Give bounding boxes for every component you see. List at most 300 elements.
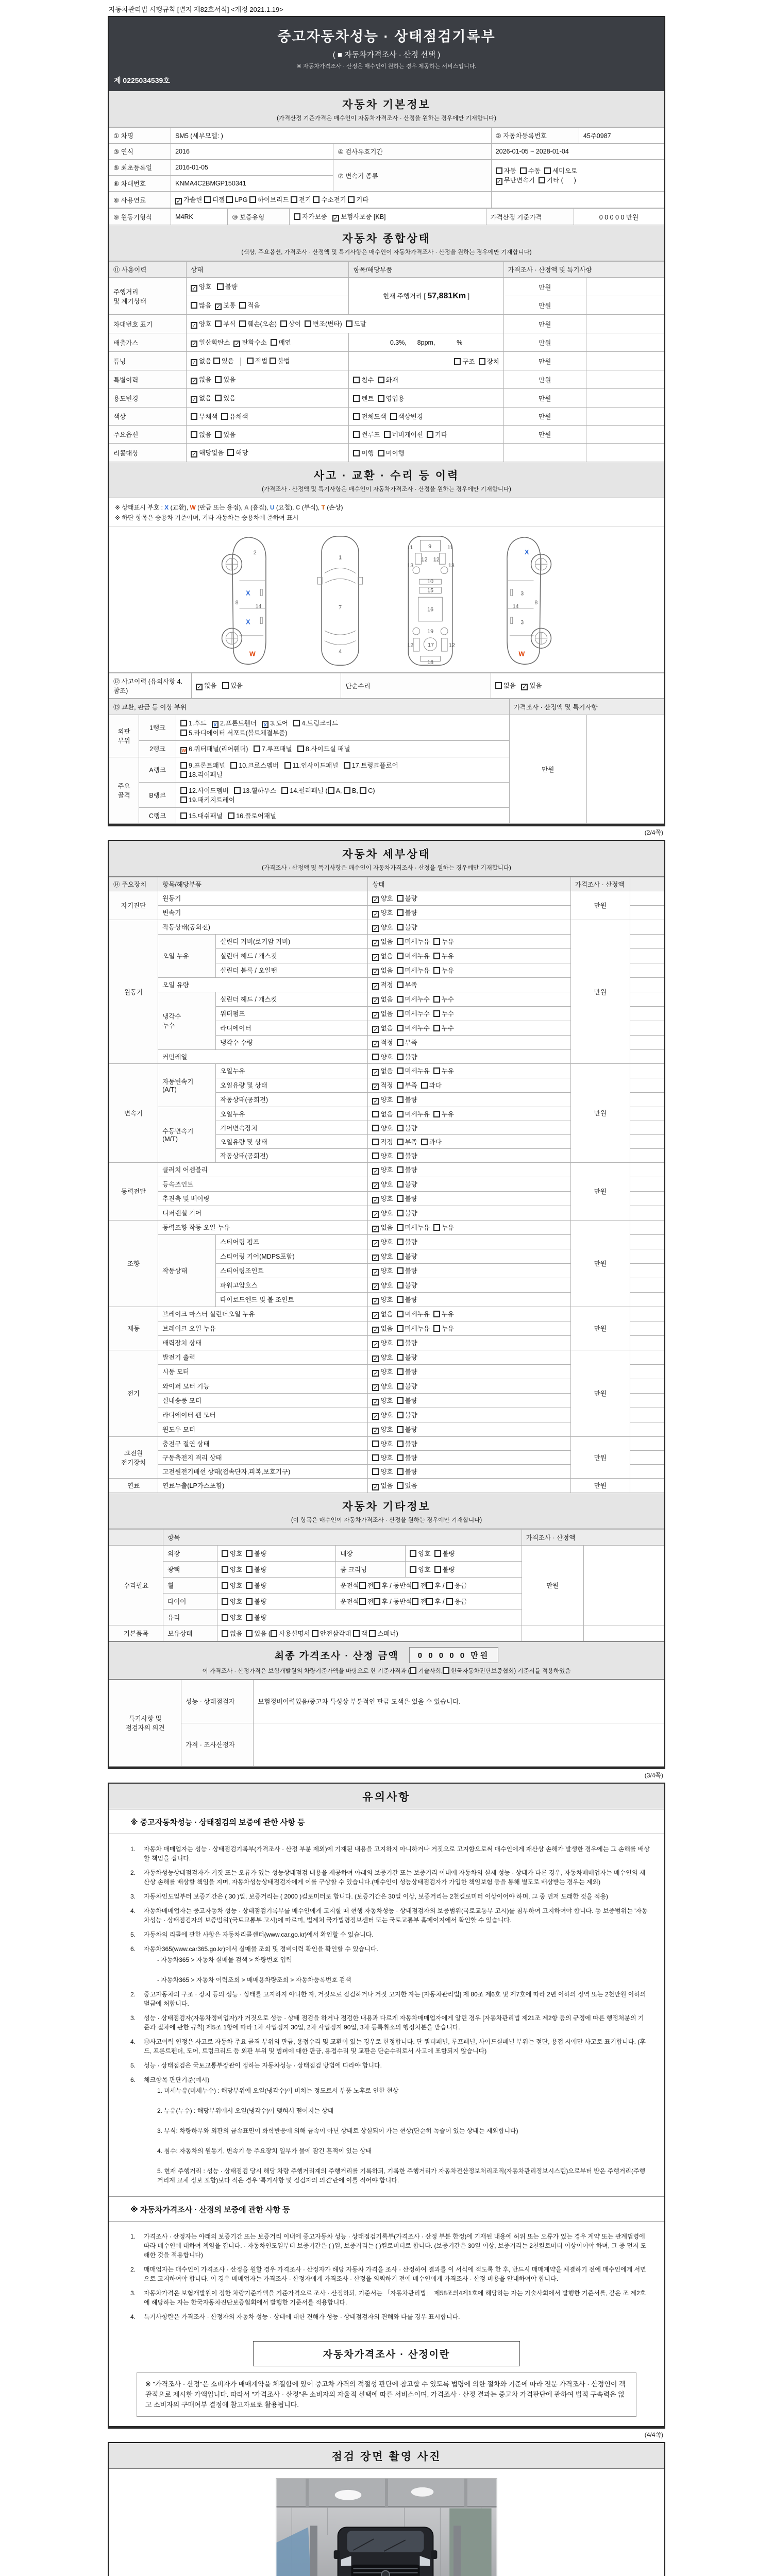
table-cell	[630, 1393, 664, 1408]
table-cell: 주요옵션	[109, 426, 187, 444]
checkbox[interactable]	[397, 1253, 404, 1260]
checkbox[interactable]: ✓	[234, 341, 240, 347]
checkbox[interactable]	[230, 762, 237, 769]
checkbox[interactable]	[372, 1153, 379, 1159]
checkbox[interactable]	[254, 745, 260, 752]
checkbox[interactable]	[353, 395, 360, 402]
table-cell: 스티어링 기어(MDPS포함)	[216, 1249, 368, 1263]
checkbox[interactable]	[397, 1239, 404, 1245]
table-row	[109, 699, 664, 715]
checkbox[interactable]	[222, 1598, 228, 1605]
table-cell	[630, 1177, 664, 1191]
checkbox[interactable]	[372, 1054, 379, 1060]
table-cell: 시동 모터	[158, 1364, 368, 1379]
checkbox[interactable]	[433, 1224, 440, 1231]
title-band	[109, 17, 664, 91]
notice-text: 중고자동차의 구조 · 장치 등의 성능 · 상태를 고지하지 아니한 자, 거짓으로 점검하거나 거짓 고지한 자는 [자동차관리법] 제 80조 제6호 및 제7호에 따라 2년 이하의 징역 또는 2천만원 이하의 벌금에 처합니다.	[144, 1990, 646, 2007]
checkbox[interactable]	[397, 1096, 404, 1103]
checkbox[interactable]	[346, 320, 352, 327]
checkbox[interactable]	[353, 450, 360, 456]
table-cell: 2016	[171, 144, 333, 160]
checkbox[interactable]	[180, 787, 187, 794]
checkbox[interactable]	[234, 787, 241, 794]
checkbox[interactable]	[215, 431, 222, 438]
checkbox[interactable]	[359, 1598, 366, 1605]
table-cell: ④ 검사유효기간	[333, 144, 491, 160]
checkbox[interactable]: x	[212, 721, 219, 728]
checkbox[interactable]	[397, 1166, 404, 1173]
notice-subitem: - 자동차365 > 자동차 실매물 검색 > 차량번호 입력	[157, 1956, 292, 1963]
legend-symbol: U	[270, 504, 275, 511]
inspector-opinion-table	[109, 1680, 664, 1767]
checkbox[interactable]	[479, 358, 485, 365]
table-cell: 양호 불량	[406, 1561, 522, 1577]
checkbox[interactable]	[217, 283, 224, 290]
checkbox[interactable]	[397, 967, 404, 974]
table-cell: 변속기	[109, 1063, 158, 1162]
checkbox[interactable]	[372, 1468, 379, 1475]
checkbox[interactable]	[215, 320, 222, 327]
checkbox[interactable]	[246, 1598, 253, 1605]
checkbox[interactable]	[397, 1482, 404, 1489]
checkbox[interactable]	[369, 1630, 376, 1637]
table-row	[109, 262, 664, 278]
checkbox[interactable]	[221, 413, 228, 420]
checkbox[interactable]	[397, 1010, 404, 1017]
checkbox[interactable]: ✓	[373, 983, 378, 990]
checkbox[interactable]: ✓	[373, 1355, 378, 1362]
checkbox[interactable]: ✓	[373, 1428, 378, 1434]
checkbox[interactable]	[410, 1550, 416, 1557]
checkbox[interactable]	[312, 1630, 318, 1637]
checkbox[interactable]	[374, 1582, 380, 1589]
checkbox[interactable]	[410, 1667, 416, 1674]
notice-text: 성능 · 상태점검자(자동차정비업자)가 거짓으로 성능 · 상태 점검을 하거나 점검한 내용과 다르게 자동차매매업자에게 알린 경우 [자동차관리법 제21조 제2항 등의 규정에 따른 행정처분의 기준과 절차에 관한 규칙] 제5조 1항에 따라 1차 사업정지 30일, 2차 사업정지 90일, 3차 등록취소의 행정처분을 받습니다.	[144, 2014, 644, 2031]
checkbox[interactable]: ✓	[373, 1026, 378, 1033]
notice-item	[130, 1906, 650, 1925]
checkbox[interactable]	[433, 1325, 440, 1332]
checkbox[interactable]	[397, 1412, 404, 1418]
checkbox[interactable]: ✓	[373, 1384, 378, 1391]
checkbox[interactable]: ✓	[373, 1069, 378, 1076]
checkbox[interactable]	[372, 1125, 379, 1131]
checkbox[interactable]	[372, 1139, 379, 1145]
checkbox[interactable]: ✓	[373, 925, 378, 932]
checkbox[interactable]	[353, 1630, 360, 1637]
table-cell: 만원	[570, 1478, 630, 1493]
checkbox[interactable]	[433, 953, 440, 959]
checkbox[interactable]	[433, 1010, 440, 1017]
table-cell	[254, 1723, 664, 1766]
checkbox[interactable]	[222, 682, 229, 689]
checkbox[interactable]	[397, 1039, 404, 1046]
checkbox[interactable]: ✓	[373, 1098, 378, 1105]
checkbox[interactable]	[397, 1340, 404, 1346]
table-cell	[630, 977, 664, 992]
checkbox[interactable]	[180, 762, 187, 769]
checkbox[interactable]: ✓	[373, 1041, 378, 1047]
checkbox[interactable]	[433, 996, 440, 1003]
table-row	[109, 160, 664, 176]
diagram-number: 14	[512, 603, 519, 610]
checkbox[interactable]: ✓	[373, 1255, 378, 1261]
checkbox[interactable]	[446, 1598, 453, 1605]
checkbox[interactable]	[397, 1296, 404, 1303]
checkbox[interactable]	[397, 981, 404, 988]
checkbox[interactable]	[249, 196, 256, 203]
table-cell: 45주0987	[579, 128, 664, 144]
checkbox[interactable]	[397, 1082, 404, 1089]
table-cell: ✓ 양호 불량	[368, 1162, 570, 1177]
checkbox[interactable]	[412, 1582, 418, 1589]
notice-item	[130, 1844, 650, 1863]
checkbox[interactable]	[180, 730, 187, 736]
notice-number: 5.	[130, 1930, 136, 1938]
checkbox[interactable]: ✓	[373, 911, 378, 918]
checkbox[interactable]: ✓	[373, 1083, 378, 1090]
notice-number: 4.	[130, 2313, 136, 2320]
table-cell: ✓ 없음 있음 적법 불법	[187, 352, 349, 370]
checkbox[interactable]	[433, 938, 440, 945]
checkbox[interactable]: ✓	[373, 1182, 378, 1189]
section-etc-header	[109, 1493, 664, 1529]
checkbox[interactable]	[246, 1566, 253, 1573]
checkbox[interactable]: ✓	[373, 1413, 378, 1420]
checkbox[interactable]	[426, 1582, 433, 1589]
checkbox[interactable]	[293, 720, 300, 726]
checkbox[interactable]: ✓	[373, 940, 378, 946]
checkbox[interactable]	[434, 1566, 441, 1573]
checkbox[interactable]	[433, 967, 440, 974]
page-marker-4: (4/4쪽)	[644, 2431, 663, 2439]
checkbox[interactable]	[180, 796, 187, 803]
checkbox[interactable]	[539, 177, 545, 183]
diagram-number: 13	[407, 562, 414, 569]
checkbox[interactable]	[215, 376, 222, 383]
table-cell: C랭크	[139, 807, 176, 823]
checkbox[interactable]: ✓	[176, 198, 181, 205]
checkbox[interactable]	[359, 1582, 366, 1589]
checkbox[interactable]	[397, 1111, 404, 1117]
checkbox[interactable]	[294, 213, 300, 220]
checkbox[interactable]: ✓	[373, 1168, 378, 1175]
checkbox[interactable]: ✓	[373, 1399, 378, 1405]
diagram-number: 10	[427, 578, 434, 585]
diagram-number: 3	[520, 619, 524, 626]
table-cell	[630, 1307, 664, 1321]
table-cell: ✓ 없음 미세누유 누유	[368, 1321, 570, 1335]
checkbox[interactable]	[353, 431, 360, 438]
checkbox[interactable]	[372, 1454, 379, 1461]
checkbox[interactable]	[180, 812, 187, 819]
checkbox[interactable]	[222, 1630, 228, 1637]
checkbox[interactable]	[433, 1311, 440, 1317]
checkbox[interactable]	[305, 320, 311, 327]
table-cell: 내장	[336, 1545, 406, 1561]
table-cell: 12.사이드멤버 13.휠하우스 14.필러패널 ( A, B, C) 19.패키지트레이	[176, 782, 510, 807]
notice-text: 자동차의 리콜에 관한 사항은 자동차리콜센터(www.car.go.kr)에서 확인할 수 있습니다.	[144, 1930, 374, 1938]
checkbox[interactable]	[281, 787, 288, 794]
table-cell: ✓ 없음 미세누유 누유	[368, 934, 570, 948]
checkbox[interactable]: ✓	[373, 896, 378, 903]
checkbox[interactable]	[239, 302, 246, 309]
checkbox[interactable]	[397, 1067, 404, 1074]
checkbox[interactable]	[397, 953, 404, 959]
checkbox[interactable]	[348, 196, 355, 203]
checkbox[interactable]: ✓	[373, 1269, 378, 1276]
checkbox[interactable]	[397, 1125, 404, 1131]
checkbox[interactable]	[270, 358, 276, 364]
checkbox[interactable]	[397, 1368, 404, 1375]
checkbox[interactable]: ✓	[373, 1197, 378, 1204]
table-cell	[630, 1121, 664, 1134]
checkbox[interactable]	[328, 787, 334, 794]
table-cell	[630, 1408, 664, 1422]
table-cell	[586, 426, 664, 444]
table-cell: 만원	[503, 333, 586, 352]
legend-symbol-desc: (부식),	[300, 504, 322, 511]
car-diagram-right-side	[492, 533, 558, 668]
checkbox[interactable]	[313, 196, 320, 203]
checkbox[interactable]	[397, 1025, 404, 1031]
checkbox[interactable]: ✓	[373, 1211, 378, 1218]
checkbox[interactable]	[397, 1454, 404, 1461]
checkbox[interactable]	[397, 1224, 404, 1231]
checkbox[interactable]	[397, 1195, 404, 1202]
etc-info-table	[109, 1529, 664, 1641]
basic-info-table-row2	[109, 208, 664, 225]
checkbox[interactable]	[360, 787, 366, 794]
checkbox[interactable]	[410, 1566, 416, 1573]
checkbox[interactable]	[397, 1139, 404, 1145]
checkbox[interactable]: ✓	[192, 451, 197, 457]
checkbox[interactable]: ✓	[373, 954, 378, 961]
checkbox[interactable]: ✓	[216, 304, 221, 310]
checkbox[interactable]	[191, 431, 197, 438]
checkbox[interactable]	[222, 1566, 228, 1573]
checkbox[interactable]	[421, 1139, 428, 1145]
table-cell: 양호 불량	[368, 1436, 570, 1450]
checkbox[interactable]	[222, 1614, 228, 1621]
checkbox[interactable]: ✓	[192, 378, 197, 384]
checkbox[interactable]	[191, 302, 197, 309]
checkbox[interactable]	[454, 358, 461, 365]
checkbox[interactable]	[397, 1354, 404, 1361]
checkbox[interactable]	[374, 1598, 380, 1605]
checkbox[interactable]	[397, 909, 404, 916]
checkbox[interactable]	[397, 996, 404, 1003]
diagram-number: 18	[427, 659, 434, 666]
checkbox[interactable]	[344, 762, 350, 769]
checkbox[interactable]	[284, 762, 291, 769]
checkbox[interactable]	[378, 377, 384, 383]
table-cell: 단순수리	[341, 673, 491, 698]
checkbox[interactable]: ✓	[496, 179, 501, 185]
table-cell: 양호 불량	[217, 1561, 336, 1577]
table-cell: 등속조인트	[158, 1177, 368, 1191]
checkbox[interactable]	[191, 413, 197, 420]
table-cell: 동력조향 작동 오일 누유	[158, 1220, 368, 1234]
checkbox[interactable]	[247, 358, 254, 364]
checkbox[interactable]: ✓	[373, 1012, 378, 1019]
notice-item	[130, 2061, 650, 2070]
checkbox[interactable]	[446, 1582, 453, 1589]
checkbox[interactable]: ✓	[192, 397, 197, 403]
diagram-number: 3	[520, 590, 524, 597]
table-cell: ① 차명	[109, 128, 171, 144]
checkbox[interactable]	[180, 771, 187, 778]
checkbox[interactable]: ✓	[373, 997, 378, 1004]
table-cell: 라디에이터 팬 모터	[158, 1408, 368, 1422]
table-cell: 특기사항 및 점검자의 의견	[109, 1680, 181, 1766]
checkbox[interactable]	[397, 1325, 404, 1332]
checkbox[interactable]: ✓	[373, 1312, 378, 1319]
table-cell: 외판 부위	[109, 715, 139, 757]
table-cell	[630, 948, 664, 963]
page-marker-2: (2/4쪽)	[644, 828, 663, 836]
form-reference: 자동차관리법 시행규칙 [별지 제82호서식] <개정 2021.1.19>	[109, 6, 283, 13]
checkbox[interactable]	[397, 1440, 404, 1447]
checkbox[interactable]	[520, 167, 527, 174]
table-row	[109, 192, 664, 208]
checkbox[interactable]	[397, 1426, 404, 1433]
table-cell: 연료	[109, 1478, 158, 1493]
checkbox[interactable]: ✓	[333, 215, 339, 222]
checkbox[interactable]	[372, 1111, 379, 1117]
checkbox[interactable]: W	[180, 747, 187, 754]
checkbox[interactable]	[228, 812, 234, 819]
checkbox[interactable]: ✓	[373, 969, 378, 975]
checkbox[interactable]	[246, 1550, 253, 1557]
legend-symbol-desc: (교환),	[169, 504, 190, 511]
checkbox[interactable]	[397, 924, 404, 930]
checkbox[interactable]	[397, 1282, 404, 1289]
table-cell: ✓ 없음 미세누수 누수	[368, 1006, 570, 1021]
checkbox[interactable]	[239, 320, 246, 327]
checkbox[interactable]	[412, 1598, 418, 1605]
column-header: ⑭ 주요장치	[109, 877, 158, 891]
table-cell: ✓ 양호 불량	[368, 905, 570, 920]
detail-row	[109, 1307, 664, 1321]
checkbox[interactable]: ✓	[373, 1327, 378, 1333]
checkbox[interactable]: ✓	[373, 1484, 378, 1490]
checkbox[interactable]	[378, 450, 384, 456]
checkbox[interactable]	[291, 196, 297, 203]
diagram-number: 1	[339, 554, 342, 561]
checkbox[interactable]	[426, 1598, 433, 1605]
checkbox[interactable]	[495, 682, 502, 689]
notice-item	[130, 1990, 650, 2008]
checkbox[interactable]: ✓	[373, 1298, 378, 1304]
checkbox[interactable]	[397, 895, 404, 902]
checkbox[interactable]	[353, 377, 360, 383]
checkbox[interactable]	[397, 938, 404, 945]
checkbox[interactable]	[397, 1383, 404, 1389]
checkbox[interactable]: ✓	[197, 684, 202, 691]
table-cell: 충전구 절연 상태	[158, 1436, 368, 1450]
notice-number: 1.	[130, 1845, 136, 1853]
table-cell: 튜닝	[109, 352, 187, 370]
notice-text: 자동차성능상태점검자가 거짓 또는 오류가 있는 성능상태점검 내용을 제공하여 아래의 보증기간 또는 보증거리 이내에 자동차의 실제 성능 · 상태가 다른 경우, 자동차매매업자는 매수인의 재산상 손해를 배상할 책임을 지며, 자동차성능상태점검자에게 이를 구상할 수 있습니다.(매수인이 성능상태점검자가 가입한 책임보험 등을 통해 별도로 배상받는 경우는 제외)	[144, 1869, 646, 1886]
checkbox[interactable]	[496, 167, 502, 174]
checkbox[interactable]	[397, 1311, 404, 1317]
checkbox[interactable]: ✓	[373, 1341, 378, 1348]
checkbox[interactable]: ✓	[192, 341, 197, 347]
checkbox[interactable]: ✓	[192, 323, 197, 329]
checkbox[interactable]	[427, 431, 433, 438]
car-diagram-underbody	[399, 533, 462, 668]
checkbox[interactable]	[378, 395, 384, 402]
checkbox[interactable]	[397, 1181, 404, 1188]
checkbox[interactable]	[271, 339, 277, 346]
checkbox[interactable]: ✓	[373, 1283, 378, 1290]
checkbox[interactable]	[434, 1550, 441, 1557]
checkbox[interactable]	[397, 1267, 404, 1274]
checkbox[interactable]	[271, 1630, 277, 1637]
checkbox[interactable]	[344, 787, 350, 794]
checkbox[interactable]	[204, 196, 211, 203]
checkbox[interactable]	[215, 395, 222, 401]
checkbox[interactable]	[397, 1468, 404, 1475]
checkbox[interactable]	[397, 1054, 404, 1060]
checkbox[interactable]	[433, 1067, 440, 1074]
column-header	[630, 877, 664, 891]
checkbox[interactable]	[353, 413, 360, 420]
checkbox[interactable]: ✓	[373, 1240, 378, 1247]
table-cell	[630, 1206, 664, 1220]
notice-subitem: - 자동차365 > 자동차 이력조회 > 매매용차량조회 > 자동차등록번호 검색	[157, 1976, 351, 1984]
checkbox[interactable]: ✓	[373, 1370, 378, 1377]
checkbox[interactable]	[297, 745, 304, 752]
checkbox[interactable]	[397, 1397, 404, 1404]
checkbox[interactable]: ✓	[192, 360, 197, 366]
checkbox[interactable]	[180, 720, 187, 726]
checkbox[interactable]	[421, 1082, 428, 1089]
checkbox[interactable]	[397, 1210, 404, 1216]
table-cell: 오일 누유	[158, 934, 216, 977]
checkbox[interactable]	[372, 1440, 379, 1447]
checkbox[interactable]	[222, 1582, 228, 1589]
checkbox[interactable]	[213, 358, 220, 364]
checkbox[interactable]	[433, 1111, 440, 1117]
table-cell: 작동상태	[158, 1234, 216, 1307]
checkbox[interactable]	[246, 1614, 253, 1621]
table-cell: 원동기	[109, 920, 158, 1063]
checkbox[interactable]	[384, 431, 391, 438]
checkbox[interactable]	[397, 1153, 404, 1159]
checkbox[interactable]: x	[262, 721, 268, 728]
checkbox[interactable]	[544, 167, 551, 174]
checkbox[interactable]: ✓	[192, 285, 197, 292]
checkbox[interactable]	[222, 1550, 228, 1557]
checkbox[interactable]	[443, 1667, 449, 1674]
checkbox[interactable]	[433, 1025, 440, 1031]
legend-symbol: T	[321, 504, 325, 511]
legend-symbol-desc: (판금 또는 용접),	[195, 504, 245, 511]
checkbox[interactable]	[226, 196, 233, 203]
notice-number: 6.	[130, 1945, 136, 1953]
table-cell: 배력장치 상태	[158, 1335, 368, 1350]
checkbox[interactable]	[390, 413, 397, 420]
checkbox[interactable]	[246, 1630, 253, 1637]
checkbox[interactable]: ✓	[373, 1226, 378, 1232]
checkbox[interactable]	[280, 320, 287, 327]
checkbox[interactable]	[227, 449, 234, 456]
checkbox[interactable]: ✓	[522, 684, 527, 691]
table-cell	[630, 1107, 664, 1121]
diagram-number: 7	[339, 604, 342, 611]
checkbox[interactable]	[246, 1582, 253, 1589]
